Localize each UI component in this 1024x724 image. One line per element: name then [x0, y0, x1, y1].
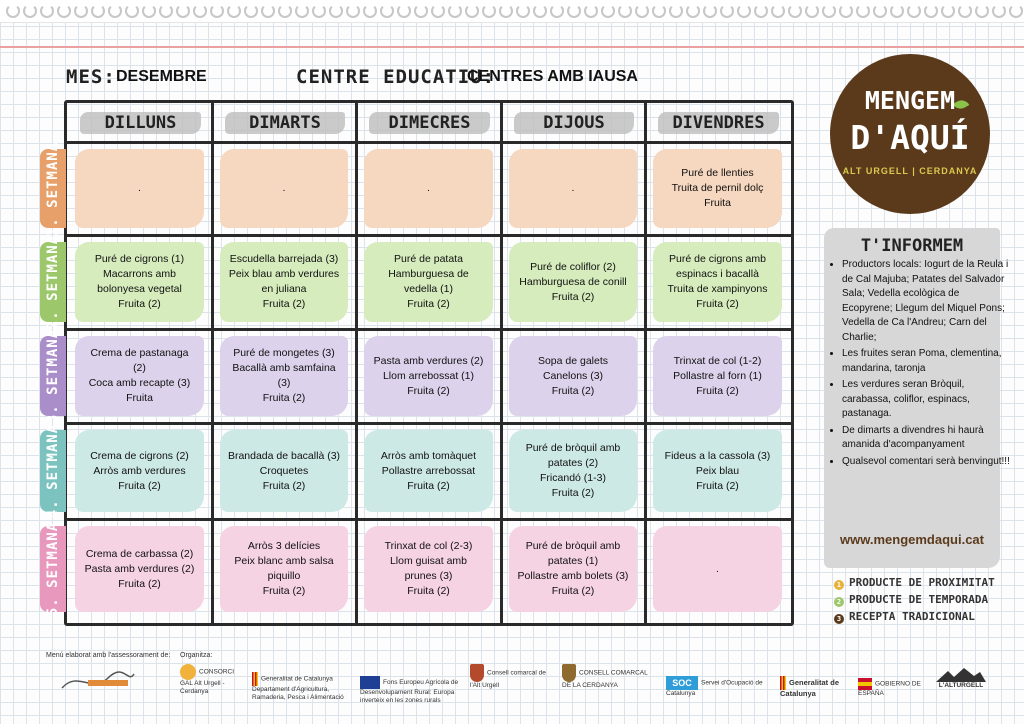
menu-cell: [220, 430, 348, 512]
dish-line: Crema de cigrons (2): [90, 449, 189, 462]
spiral-ring: [23, 4, 37, 18]
menu-cell-text: [667, 354, 768, 399]
menu-cell-text: [421, 181, 436, 196]
week-tab: [40, 141, 66, 236]
dish-line: Puré de bròquil amb: [525, 442, 621, 454]
dish-line: en juliana: [261, 283, 307, 295]
menu-cell-text: [662, 252, 774, 312]
daram-logo: [252, 672, 348, 702]
spiral-ring: [448, 4, 462, 18]
menu-cell: [75, 336, 204, 416]
dish-line: .: [571, 182, 575, 194]
day-header-label: DIMECRES: [388, 113, 471, 133]
day-header-label: DIVENDRES: [672, 113, 765, 133]
legend-number-icon: 3: [834, 614, 844, 624]
spiral-ring: [499, 4, 513, 18]
menu-cell-text: [520, 441, 627, 501]
dish-line: Fruita: [126, 392, 153, 404]
day-header: [510, 106, 638, 140]
dish-line: Escudella barrejada (3): [229, 253, 339, 265]
dish-line: Fruita (2): [262, 392, 306, 404]
consell-cerdanya-logo: [562, 664, 654, 690]
spiral-ring: [91, 4, 105, 18]
legend-label: PRODUCTE DE TEMPORADA: [849, 593, 989, 606]
menu-cell: [220, 336, 348, 416]
menu-cell-text: [379, 539, 479, 599]
dish-line: Crema de pastanaga: [90, 347, 189, 359]
spiral-ring: [856, 4, 870, 18]
dish-line: espinacs i bacallà: [676, 268, 759, 280]
dish-line: prunes (3): [404, 570, 453, 582]
menu-cell: [509, 336, 637, 416]
spiral-ring: [346, 4, 360, 18]
column-divider: [211, 100, 214, 623]
logo-line1: MENGEM: [864, 86, 956, 115]
spiral-ring: [210, 4, 224, 18]
dish-line: (3): [277, 377, 291, 389]
menu-cell-text: [79, 547, 201, 592]
menu-cell-text: [532, 354, 614, 399]
consorci-gal-text: CONSORCI GAL Alt Urgell - Cerdanya: [180, 668, 235, 695]
row-divider: [64, 141, 791, 144]
week-tab-label: 2. SETMANA: [45, 234, 61, 330]
info-item: • Les fruites seran Poma, clementina, mandarina, taronja: [842, 347, 1012, 376]
spiral-ring: [108, 4, 122, 18]
generalitat-logo: [780, 676, 850, 698]
menu-cell: [364, 242, 493, 322]
spiral-ring: [431, 4, 445, 18]
info-title: T'INFORMEM: [860, 236, 964, 256]
gobierno-text: GOBIERNO DE ESPAÑA: [858, 680, 921, 697]
dish-line: Puré de bròquil amb: [525, 540, 621, 552]
dish-line: .: [427, 182, 430, 194]
spiral-ring: [312, 4, 326, 18]
dish-line: Pollastre amb bolets (3): [517, 570, 629, 582]
info-list: [828, 258, 1012, 471]
menu-cell-text: [710, 562, 725, 577]
dish-line: Fruita (2): [696, 298, 739, 310]
spiral-ring: [482, 4, 496, 18]
dish-line: Coca amb recapte (3): [88, 377, 191, 389]
spiral-ring: [6, 4, 20, 18]
menu-cell: [509, 430, 637, 512]
dish-line: (2): [133, 362, 146, 374]
day-header: [76, 106, 205, 140]
dish-line: Fruita (2): [407, 479, 450, 492]
spiral-ring: [924, 4, 938, 18]
dish-line: Bacallà amb samfaina: [232, 362, 336, 374]
spiral-ring: [584, 4, 598, 18]
spiral-ring: [941, 4, 955, 18]
dish-line: Fruita (2): [407, 384, 450, 397]
menu-cell-text: [512, 539, 635, 599]
dish-line: Arròs amb verdures: [93, 464, 186, 477]
dish-line: Trinxat de col (1-2): [673, 354, 762, 367]
dish-line: Brandada de bacallà (3): [227, 449, 341, 462]
spiral-ring: [261, 4, 275, 18]
dish-line: Truita de pernil dolç: [671, 182, 764, 194]
spiral-ring: [465, 4, 479, 18]
dish-line: Crema de carbassa (2): [85, 547, 194, 560]
spiral-ring: [176, 4, 190, 18]
generalitat-text: Generalitat de Catalunya: [780, 677, 840, 698]
margin-line: [0, 46, 1024, 48]
legend-row: [834, 576, 995, 590]
consell-alt-text: Consell comarcal de l'Alt Urgell: [470, 669, 546, 689]
spiral-ring: [57, 4, 71, 18]
menu-cell: [364, 149, 493, 228]
week-tab-label: 4. SETMANA: [45, 423, 61, 519]
dish-line: Fruita (2): [262, 298, 306, 310]
center-label: CENTRE EDUCATIU:: [296, 66, 496, 88]
dish-line: Fruita (2): [262, 585, 306, 597]
menu-cell: [364, 526, 493, 612]
dish-line: Pasta amb verdures (2): [84, 562, 195, 575]
spiral-ring: [805, 4, 819, 18]
dish-line: Fideus a la cassola (3): [664, 449, 771, 462]
dish-line: Fruita (2): [407, 298, 450, 310]
dish-line: Truita de xampinyons: [667, 283, 768, 295]
dish-line: Croquetes: [259, 464, 309, 477]
row-divider: [64, 422, 791, 425]
dish-line: Puré de coliflor (2): [530, 260, 616, 273]
menu-cell: [653, 430, 782, 512]
legend-row: [834, 610, 975, 624]
spiral-ring: [873, 4, 887, 18]
menu-cell: [75, 526, 204, 612]
dish-line: Fruita (2): [262, 479, 306, 492]
spiral-ring: [380, 4, 394, 18]
dish-line: Fruita (2): [118, 577, 161, 590]
day-header: [221, 106, 349, 140]
dish-line: .: [282, 182, 286, 194]
week-tab-label: 3. SETMANA: [45, 328, 61, 424]
dish-line: Canelons (3): [542, 369, 604, 382]
info-item: • De dimarts a divendres hi haurà amanida d'acompanyament: [842, 424, 1012, 453]
spiral-ring: [533, 4, 547, 18]
menu-cell-text: [382, 252, 475, 312]
dish-line: patates (2): [547, 457, 599, 469]
soc-logo: [666, 676, 766, 698]
menu-cell-text: [132, 181, 147, 196]
dish-line: Llom guisat amb: [389, 555, 468, 567]
spiral-ring: [244, 4, 258, 18]
dish-line: Peix blanc amb salsa: [234, 555, 334, 567]
spiral-ring: [414, 4, 428, 18]
month-label: MES:: [66, 66, 116, 88]
info-item: • Qualsevol comentari serà benvingut!!!: [842, 455, 1012, 470]
menu-cell: [364, 430, 493, 512]
dish-line: Arròs 3 delícies: [247, 540, 321, 552]
dish-line: Fruita (2): [407, 585, 450, 597]
menu-cell: [509, 526, 637, 612]
week-tab: [40, 234, 66, 330]
month-value: DESEMBRE: [116, 68, 207, 85]
menu-cell-text: [566, 181, 581, 196]
day-header: [654, 106, 783, 140]
footer-organitza: Organitza:: [180, 652, 213, 659]
spiral-ring: [907, 4, 921, 18]
consell-alt-urgell-logo: [470, 664, 552, 690]
menu-cell: [220, 526, 348, 612]
dish-line: patates (1): [547, 555, 599, 567]
menu-cell-text: [226, 346, 341, 406]
legend-row: [834, 593, 988, 607]
dish-line: .: [138, 182, 141, 194]
menu-cell: [509, 242, 637, 322]
spiral-ring: [193, 4, 207, 18]
menu-cell: [653, 149, 782, 228]
dish-line: Peix blau amb verdures: [228, 268, 340, 280]
soc-badge: SOC: [666, 676, 698, 690]
legend-label: PRODUCTE DE PROXIMITAT: [849, 576, 995, 589]
menu-cell-text: [89, 252, 190, 312]
menu-cell-text: [368, 354, 490, 399]
legend-number-icon: 1: [834, 580, 844, 590]
dish-line: Pollastre arrebossat: [381, 464, 476, 477]
dish-line: Fruita: [704, 197, 731, 209]
signature-logo: [58, 664, 138, 698]
spiral-ring: [703, 4, 717, 18]
row-divider: [64, 518, 791, 521]
menu-cell: [653, 526, 782, 612]
dish-line: Puré de llenties: [681, 167, 754, 179]
row-divider: [64, 328, 791, 331]
spiral-ring: [142, 4, 156, 18]
menu-cell-text: [375, 449, 482, 494]
column-divider: [644, 100, 647, 623]
spiral-ring: [686, 4, 700, 18]
spiral-ring: [652, 4, 666, 18]
legend-label: RECEPTA TRADICIONAL: [849, 610, 975, 623]
week-tab-label: 5. SETMANA: [45, 521, 61, 617]
dish-line: Macarrons amb: [103, 268, 176, 280]
spiral-ring: [363, 4, 377, 18]
spiral-ring: [771, 4, 785, 18]
spiral-ring: [159, 4, 173, 18]
menu-cell-text: [83, 346, 197, 406]
menu-cell-text: [659, 449, 777, 494]
day-header: [365, 106, 494, 140]
spiral-ring: [788, 4, 802, 18]
center-value: CENTRES AMB IAUSA: [467, 68, 638, 85]
menu-cell: [220, 242, 348, 322]
day-header-label: DILLUNS: [104, 113, 177, 133]
spiral-ring: [516, 4, 530, 18]
week-tab: [40, 423, 66, 519]
dish-line: Fruita (2): [551, 384, 595, 397]
dish-line: Fruita (2): [551, 290, 595, 303]
menu-cell: [220, 149, 348, 228]
dish-line: Arròs amb tomàquet: [380, 449, 477, 462]
week-tab: [40, 328, 66, 424]
dish-line: Puré de patata: [394, 253, 463, 265]
menu-cell: [653, 242, 782, 322]
dish-line: Puré de mongetes (3): [233, 347, 335, 359]
spiral-ring: [40, 4, 54, 18]
consell-cer-text: CONSELL COMARCAL DE LA CERDANYA: [562, 669, 648, 689]
spiral-ring: [754, 4, 768, 18]
menu-cell: [509, 149, 637, 228]
column-divider: [355, 100, 358, 623]
dish-line: bolonyesa vegetal: [97, 283, 182, 295]
menu-cell-text: [513, 260, 632, 305]
footer-elaborated: Menú elaborat amb l'assessorament de:: [46, 652, 171, 659]
spiral-ring: [397, 4, 411, 18]
spiral-ring: [329, 4, 343, 18]
spiral-ring: [958, 4, 972, 18]
mountain-icon: [936, 668, 986, 682]
spiral-ring: [839, 4, 853, 18]
dish-line: Fruita (2): [696, 479, 739, 492]
consorci-gal-logo: [180, 664, 244, 696]
dish-line: Fricandó (1-3): [540, 472, 606, 484]
feader-text: Fons Europeu Agrícola de Desenvolupament Rural: Europa inverteix en les zones rurals: [360, 679, 459, 704]
menu-cell-text: [223, 252, 345, 312]
spiral-binding: [0, 0, 1024, 23]
spiral-ring: [227, 4, 241, 18]
alturgell-text: L'ALTURGELL: [938, 682, 984, 689]
menu-cell-text: [666, 166, 770, 211]
dish-line: Trinxat de col (2-3): [384, 540, 473, 552]
dish-line: Sopa de galets: [537, 354, 609, 367]
logo-line3: ALT URGELL | CERDANYA: [842, 166, 978, 176]
spiral-ring: [74, 4, 88, 18]
spiral-ring: [822, 4, 836, 18]
spiral-ring: [635, 4, 649, 18]
week-tab-label: 1. SETMANA: [45, 141, 61, 236]
dish-line: Fruita (2): [696, 384, 739, 397]
dish-line: Fruita (2): [551, 585, 595, 597]
menu-cell: [75, 242, 204, 322]
menu-cell: [653, 336, 782, 416]
website-link[interactable]: www.mengemdaqui.cat: [840, 532, 984, 547]
dish-line: Hamburguesa de conill: [519, 275, 627, 288]
daram-text: Generalitat de Catalunya Departament d'Agricultura, Ramaderia, Pesca i Alimentació: [252, 675, 344, 701]
alturgell-logo: [930, 668, 992, 690]
dish-line: Hamburguesa de: [388, 268, 469, 280]
menu-cell: [364, 336, 493, 416]
spiral-ring: [992, 4, 1006, 18]
spiral-ring: [295, 4, 309, 18]
spiral-ring: [737, 4, 751, 18]
menu-cell-text: [222, 449, 346, 494]
dish-line: Fruita (2): [551, 487, 595, 499]
spiral-ring: [278, 4, 292, 18]
spiral-ring: [669, 4, 683, 18]
dish-line: piquillo: [267, 570, 301, 582]
spiral-ring: [125, 4, 139, 18]
dish-line: Peix blau: [695, 464, 740, 477]
menu-cell: [75, 430, 204, 512]
info-item: • Productors locals: Iogurt de la Reula i de Cal Majuba; Patates del Salvador Sala; Vedella ecològica de Ecopyrene; Llegum del Miquel Pons; Vedella de Ca l'Andreu; Carn del Charlie;: [842, 258, 1012, 345]
spiral-ring: [890, 4, 904, 18]
day-header-label: DIMARTS: [249, 113, 321, 133]
spiral-ring: [567, 4, 581, 18]
dish-line: vedella (1): [403, 283, 454, 295]
week-tab: [40, 521, 66, 617]
dish-line: Fruita (2): [118, 298, 161, 310]
feader-logo: [360, 676, 464, 705]
info-item: • Les verdures seran Bròquil, carabassa, coliflor, espinacs, pastanaga.: [842, 378, 1012, 422]
spiral-ring: [601, 4, 615, 18]
dish-line: .: [716, 562, 719, 575]
spiral-ring: [720, 4, 734, 18]
legend-number-icon: 2: [834, 597, 844, 607]
menu-cell-text: [277, 181, 292, 196]
dish-line: Fruita (2): [118, 479, 161, 492]
spiral-ring: [975, 4, 989, 18]
dish-line: Puré de cigrons (1): [94, 253, 185, 265]
spiral-ring: [618, 4, 632, 18]
menu-cell-text: [228, 539, 339, 599]
row-divider: [64, 234, 791, 237]
menu-cell: [75, 149, 204, 228]
dish-line: Pasta amb verdures (2): [373, 354, 484, 367]
day-header-label: DIJOUS: [543, 113, 605, 133]
logo-line2: D'AQUÍ: [850, 118, 970, 157]
menu-cell-text: [84, 449, 195, 494]
spiral-ring: [550, 4, 564, 18]
dish-line: Puré de cigrons amb: [669, 253, 766, 265]
column-divider: [500, 100, 503, 623]
gobierno-logo: [858, 678, 922, 698]
soc-text: Servei d'Ocupació de Catalunya: [666, 679, 763, 697]
spiral-ring: [1009, 4, 1023, 18]
dish-line: Pollastre al forn (1): [673, 369, 762, 382]
dish-line: Llom arrebossat (1): [382, 369, 475, 382]
